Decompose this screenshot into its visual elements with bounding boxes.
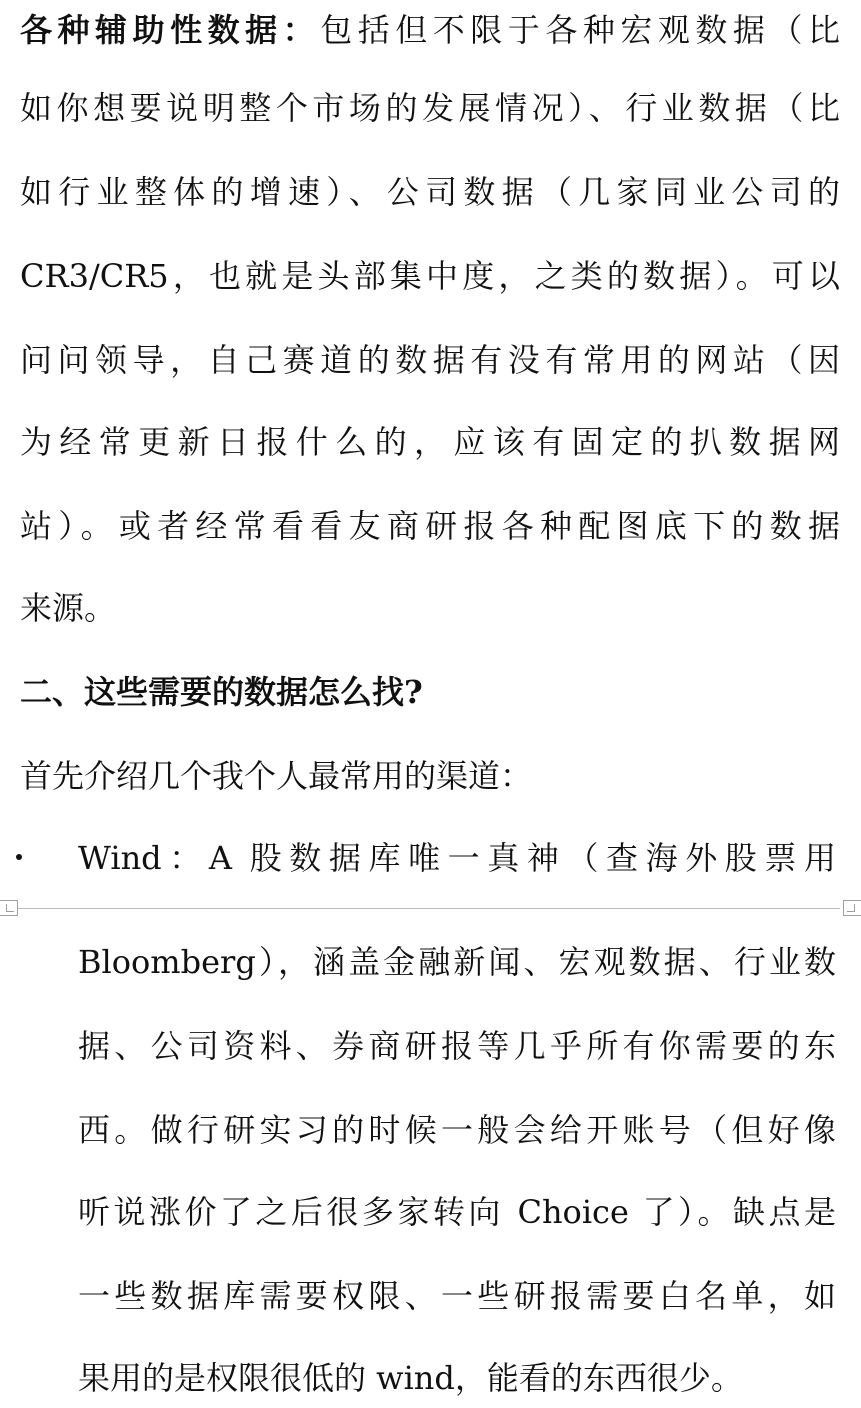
list-item-line: Bloomberg），涵盖金融新闻、宏观数据、行业数 [78, 943, 836, 981]
bullet-dot-icon [16, 848, 26, 858]
list-item-line: 听说涨价了之后很多家转向 Choice 了）。缺点是 [78, 1193, 836, 1231]
list-item-line: 一些数据库需要权限、一些研报需要白名单，如 [78, 1277, 836, 1315]
page-break-divider [18, 908, 840, 909]
paragraph-text: 包括但不限于各种宏观数据（比 [320, 11, 840, 49]
paragraph-line: 如行业整体的增速）、公司数据（几家同业公司的 [20, 173, 840, 211]
paragraph-line: 来源。 [20, 589, 117, 627]
bold-lead-text: 各种辅助性数据： [20, 11, 321, 49]
list-item-line: 果用的是权限很低的 wind，能看的东西很少。 [78, 1359, 743, 1397]
intro-text: 首先介绍几个我个人最常用的渠道： [20, 757, 533, 795]
list-item-line: 西。做行研实习的时候一般会给开账号（但好像 [78, 1111, 836, 1149]
crop-mark-right-icon [843, 900, 861, 916]
paragraph-line [20, 0, 840, 60]
paragraph-line: CR3/CR5，也就是头部集中度，之类的数据）。可以 [20, 257, 840, 295]
paragraph-line: 为经常更新日报什么的，应该有固定的扒数据网 [20, 423, 840, 461]
crop-mark-left-icon [0, 900, 18, 916]
paragraph-line: 站）。或者经常看看友商研报各种配图底下的数据 [20, 507, 840, 545]
list-item-line: 据、公司资料、券商研报等几乎所有你需要的东 [78, 1027, 836, 1065]
list-item-line: Wind：A 股数据库唯一真神（查海外股票用 [78, 839, 836, 877]
section-heading: 二、这些需要的数据怎么找? [20, 673, 423, 711]
paragraph-line: 问问领导，自己赛道的数据有没有常用的网站（因 [20, 341, 840, 379]
paragraph-line: 如你想要说明整个市场的发展情况）、行业数据（比 [20, 89, 840, 127]
